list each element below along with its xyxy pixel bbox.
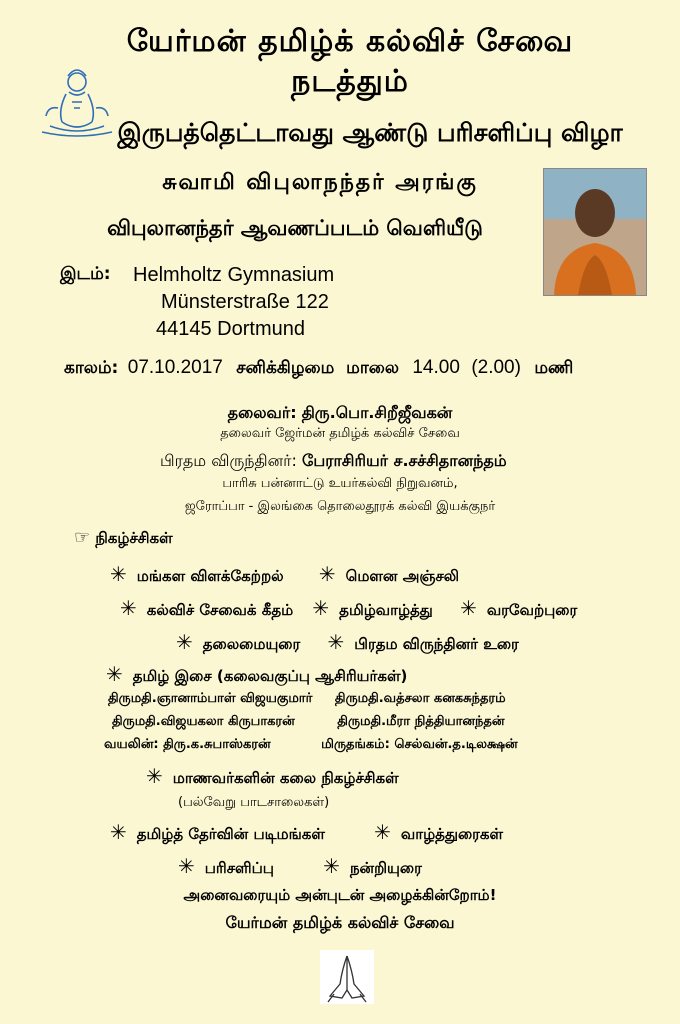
title-line3: இருபத்தெட்டாவது ஆண்டு பரிசளிப்பு விழா <box>117 118 623 147</box>
star-icon: ✳ <box>178 854 195 878</box>
star-icon: ✳ <box>146 764 163 788</box>
invitation: அனைவரையும் அன்புடன் அழைக்கின்றோம்! <box>183 886 497 904</box>
musician-name: மிருதங்கம்: செல்வன்.த.டிலக்ஷன் <box>321 737 518 752</box>
musician-name: திருமதி.மீரா நித்தியானந்தன் <box>337 714 505 729</box>
venue-line2: Münsterstraße 122 <box>161 291 329 313</box>
star-icon: ✳ <box>120 596 137 620</box>
musicians-row2 <box>112 714 504 730</box>
programme-heading-text: நிகழ்ச்சிகள் <box>95 529 173 547</box>
programme-row3 <box>176 630 519 655</box>
star-icon: ✳ <box>327 630 345 654</box>
musician-name: திருமதி.வத்சலா கனகசுந்தரம் <box>334 691 506 706</box>
star-icon: ✳ <box>312 596 330 620</box>
time-unit: மணி <box>534 358 574 378</box>
programme-row4 <box>110 820 503 845</box>
guest-label: பிரதம விருந்தினர்: <box>160 451 297 470</box>
programme-music <box>106 662 407 687</box>
musicians-row3 <box>104 737 518 753</box>
star-icon: ✳ <box>106 662 123 686</box>
title-line2: நடத்தும் <box>291 64 409 99</box>
chair-label: தலைவர்: <box>227 403 297 422</box>
star-icon: ✳ <box>110 562 127 586</box>
venue-line1: Helmholtz Gymnasium <box>133 264 335 286</box>
programme-item: மங்கள விளக்கேற்றல் <box>136 567 284 585</box>
guest-name: பேராசிரியர் ச.சச்சிதானந்தம் <box>302 451 507 470</box>
programme-item: தலைமையுரை <box>202 635 301 653</box>
subtitle-documentary: விபுலானந்தர் ஆவணப்படம் வெளியீடு <box>107 216 483 240</box>
subtitle-hall: சுவாமி விபுலாநந்தர் அரங்கு <box>162 170 478 195</box>
star-icon: ✳ <box>176 630 193 654</box>
star-icon: ✳ <box>374 820 391 844</box>
guest-line1: பாரிசு பன்னாட்டு உயர்கல்வி நிறுவனம், <box>222 476 458 491</box>
programme-item: தமிழ்வாழ்த்து <box>339 601 433 619</box>
programme-item: பிரதம விருந்தினர் உரை <box>354 635 519 653</box>
star-icon: ✳ <box>323 854 340 878</box>
musician-name: திருமதி.ஞானாம்பாள் விஜயகுமார் <box>108 691 313 706</box>
praying-hands-icon <box>320 950 374 1004</box>
guest-line2: ஜரோப்பா - இலங்கை தொலைதூரக் கல்வி இயக்குநர் <box>184 499 496 514</box>
guest-line <box>160 451 507 472</box>
chair-title: தலைவர் ஜேர்மன் தமிழ்க் கல்விச் சேவை <box>220 426 460 441</box>
chair-name: திரு.பொ.சிறீஜீவகன் <box>301 403 453 422</box>
programme-item: பரிசளிப்பு <box>204 859 274 877</box>
programme-item: நன்றியுரை <box>349 859 422 877</box>
students-note: (பல்வேறு பாடசாலைகள்) <box>178 795 330 810</box>
programme-row2 <box>120 596 577 621</box>
programme-item: தமிழ் இசை (கலைவகுப்பு ஆசிரியர்கள்) <box>132 667 408 685</box>
time-hour: 14.00 <box>412 357 460 378</box>
programme-item: மௌன அஞ்சலி <box>345 567 460 585</box>
pointing-hand-icon: ☞ <box>74 527 91 548</box>
programme-item: மாணவர்களின் கலை நிகழ்ச்சிகள் <box>172 769 399 787</box>
title-line1: யேர்மன் தமிழ்க் கல்விச் சேவை <box>126 24 574 59</box>
musicians-row1 <box>108 691 506 707</box>
time-date: 07.10.2017 <box>127 357 223 378</box>
programme-item: கல்விச் சேவைக் கீதம் <box>146 601 294 619</box>
programme-heading <box>74 527 173 549</box>
organisation-footer: யேர்மன் தமிழ்க் கல்விச் சேவை <box>225 913 455 932</box>
programme-students <box>146 764 399 789</box>
programme-item: வாழ்த்துரைகள் <box>400 825 504 843</box>
programme-item: தமிழ்த் தேர்வின் படிமங்கள் <box>136 825 325 843</box>
venue-label: இடம்: <box>60 264 111 284</box>
musician-name: வயலின்: திரு.க.சுபாஸ்கரன் <box>104 737 271 752</box>
time-hour-alt: (2.00) <box>471 357 521 378</box>
star-icon: ✳ <box>460 596 477 620</box>
venue-line3: 44145 Dortmund <box>156 318 305 340</box>
time-line <box>64 357 573 380</box>
swami-portrait <box>543 168 647 296</box>
programme-row1 <box>110 562 459 587</box>
time-label: காலம்: <box>64 358 119 378</box>
star-icon: ✳ <box>110 820 127 844</box>
star-icon: ✳ <box>318 562 336 586</box>
programme-item: வரவேற்புரை <box>486 601 578 619</box>
time-day: சனிக்கிழமை மாலை <box>236 358 399 378</box>
programme-row5 <box>178 854 422 879</box>
musician-name: திருமதி.விஜயகலா கிருபாகரன் <box>112 714 295 729</box>
chair-line <box>0 403 680 424</box>
